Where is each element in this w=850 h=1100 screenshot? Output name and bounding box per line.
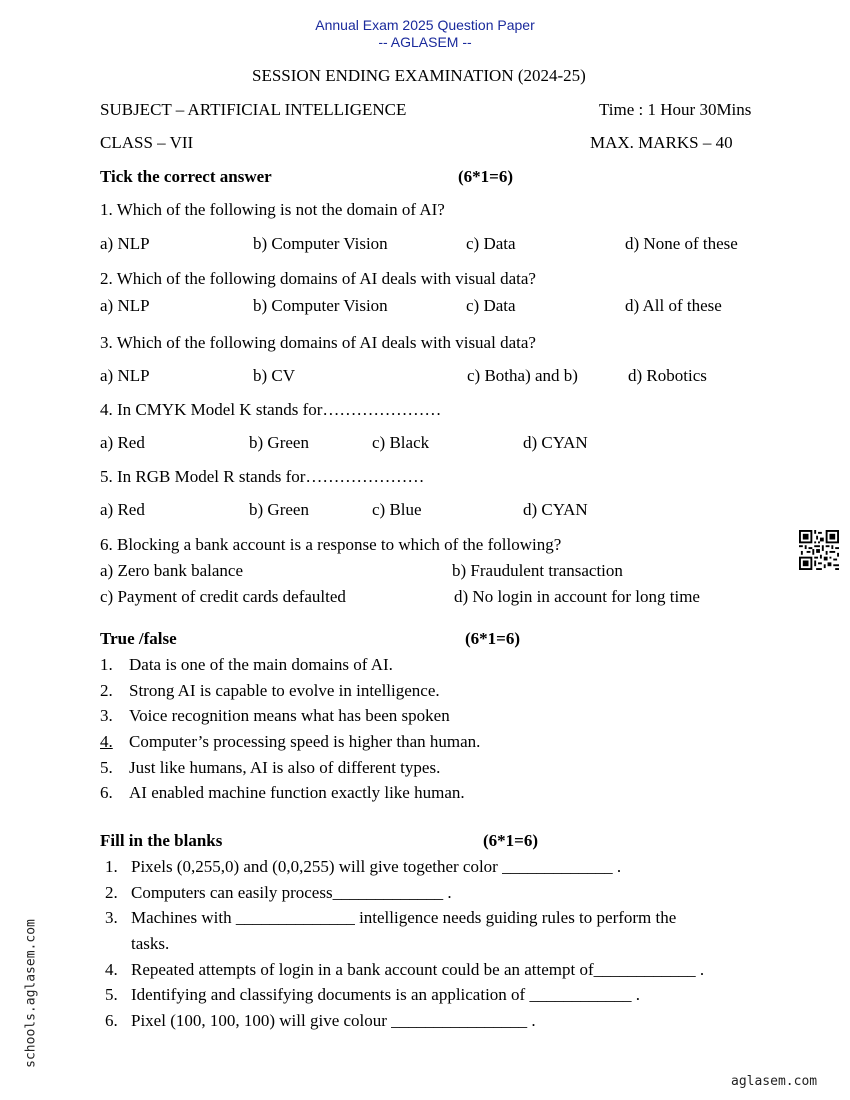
true-false-marks: (6*1=6) xyxy=(465,629,521,648)
fb-text: Pixel (100, 100, 100) will give colour ________________ . xyxy=(131,1011,536,1030)
fb-number: 4. xyxy=(105,960,118,979)
exam-marks: MAX. MARKS – 40 xyxy=(590,133,733,152)
header-line-2: -- AGLASEM -- xyxy=(378,34,472,50)
q3-option-b: b) CV xyxy=(253,366,296,385)
fb-text: Identifying and classifying documents is an application of ____________ . xyxy=(131,985,640,1004)
question-4: 4. In CMYK Model K stands for………………… xyxy=(100,400,442,419)
q1-option-c: c) Data xyxy=(466,234,516,253)
qr-code-icon xyxy=(799,530,839,570)
fb-text: Pixels (0,255,0) and (0,0,255) will give together color _____________ . xyxy=(131,857,622,876)
fb-item xyxy=(105,960,704,980)
tf-text: AI enabled machine function exactly like human. xyxy=(129,783,465,802)
tf-text: Strong AI is capable to evolve in intelligence. xyxy=(129,681,440,700)
tf-number: 2. xyxy=(100,681,113,700)
q5-option-c: c) Blue xyxy=(372,500,422,519)
q4-option-b: b) Green xyxy=(249,433,309,452)
tf-number: 5. xyxy=(100,758,113,777)
q4-option-c: c) Black xyxy=(372,433,430,452)
question-5: 5. In RGB Model R stands for………………… xyxy=(100,467,425,486)
mcq-marks: (6*1=6) xyxy=(458,167,514,186)
fb-item xyxy=(105,1011,536,1031)
exam-subject: SUBJECT – ARTIFICIAL INTELLIGENCE xyxy=(100,100,407,119)
q4-option-a: a) Red xyxy=(100,433,145,452)
fb-item xyxy=(105,908,676,928)
q3-option-c: c) Botha) and b) xyxy=(467,366,578,385)
fb-item xyxy=(105,934,169,954)
fill-blanks-marks: (6*1=6) xyxy=(483,831,539,850)
question-6: 6. Blocking a bank account is a response to which of the following? xyxy=(100,535,562,554)
tf-item xyxy=(100,655,393,675)
tf-text: Just like humans, AI is also of different types. xyxy=(129,758,441,777)
tf-item xyxy=(100,681,440,701)
true-false-heading: True /false xyxy=(100,629,177,648)
question-1: 1. Which of the following is not the domain of AI? xyxy=(100,200,445,219)
fb-number: 2. xyxy=(105,883,118,902)
exam-time: Time : 1 Hour 30Mins xyxy=(599,100,752,119)
fb-number: 3. xyxy=(105,908,118,927)
tf-text: Computer’s processing speed is higher than human. xyxy=(129,732,481,751)
tf-number: 6. xyxy=(100,783,113,802)
fb-number: 6. xyxy=(105,1011,118,1030)
question-2: 2. Which of the following domains of AI deals with visual data? xyxy=(100,269,536,288)
tf-item xyxy=(100,758,440,778)
fill-blanks-heading: Fill in the blanks xyxy=(100,831,223,850)
q6-option-c: c) Payment of credit cards defaulted xyxy=(100,587,346,606)
fb-number: 5. xyxy=(105,985,118,1004)
side-watermark: schools.aglasem.com xyxy=(23,919,39,1068)
q3-option-d: d) Robotics xyxy=(628,366,707,385)
tf-text: Voice recognition means what has been spoken xyxy=(129,706,450,725)
fb-item xyxy=(105,857,621,877)
q6-option-a: a) Zero bank balance xyxy=(100,561,243,580)
fb-text: Computers can easily process_____________ . xyxy=(131,883,452,902)
header-line-1: Annual Exam 2025 Question Paper xyxy=(315,17,535,33)
tf-item xyxy=(100,706,450,726)
exam-title: SESSION ENDING EXAMINATION (2024-25) xyxy=(252,66,586,85)
q1-option-d: d) None of these xyxy=(625,234,738,253)
q1-option-b: b) Computer Vision xyxy=(253,234,388,253)
q2-option-d: d) All of these xyxy=(625,296,722,315)
q3-option-a: a) NLP xyxy=(100,366,150,385)
tf-number: 4. xyxy=(100,732,113,751)
fb-text: Machines with ______________ intelligence needs guiding rules to perform the xyxy=(131,908,677,927)
question-3: 3. Which of the following domains of AI deals with visual data? xyxy=(100,333,536,352)
tf-number: 3. xyxy=(100,706,113,725)
tf-text: Data is one of the main domains of AI. xyxy=(129,655,393,674)
q6-option-b: b) Fraudulent transaction xyxy=(452,561,623,580)
q2-option-b: b) Computer Vision xyxy=(253,296,388,315)
exam-class: CLASS – VII xyxy=(100,133,194,152)
fb-text: Repeated attempts of login in a bank account could be an attempt of____________ . xyxy=(131,960,705,979)
q5-option-a: a) Red xyxy=(100,500,145,519)
footer-link[interactable]: aglasem.com xyxy=(731,1074,818,1089)
q1-option-a: a) NLP xyxy=(100,234,150,253)
q6-option-d: d) No login in account for long time xyxy=(454,587,700,606)
tf-number: 1. xyxy=(100,655,113,674)
fb-item xyxy=(105,985,640,1005)
fb-text: tasks. xyxy=(131,934,170,953)
q5-option-d: d) CYAN xyxy=(523,500,588,519)
tf-item xyxy=(100,783,465,803)
mcq-heading: Tick the correct answer xyxy=(100,167,272,186)
fb-number: 1. xyxy=(105,857,118,876)
q2-option-a: a) NLP xyxy=(100,296,150,315)
q4-option-d: d) CYAN xyxy=(523,433,588,452)
q5-option-b: b) Green xyxy=(249,500,309,519)
q2-option-c: c) Data xyxy=(466,296,516,315)
tf-item xyxy=(100,732,480,752)
fb-item xyxy=(105,883,452,903)
